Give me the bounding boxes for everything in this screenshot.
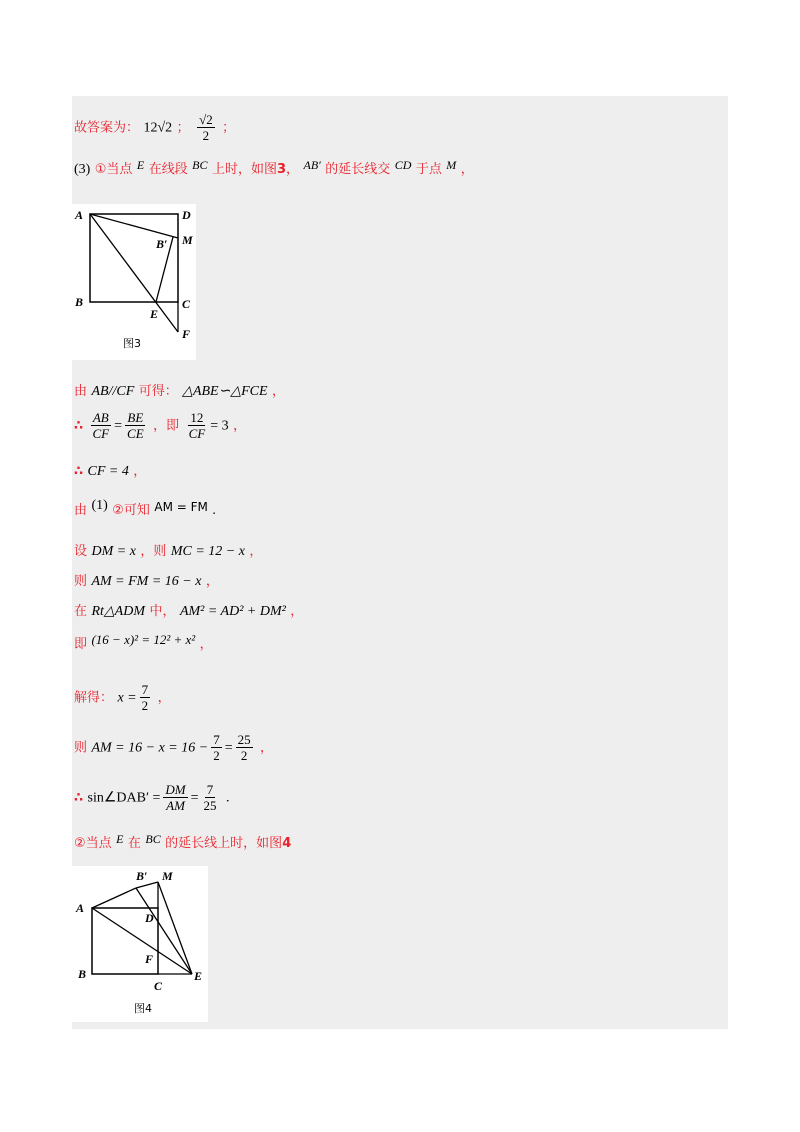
- fraction: [91, 410, 112, 441]
- math-expression: AM = 16 − x = 16 −: [91, 740, 209, 756]
- am-fm-line: [74, 498, 216, 519]
- text: 在线段: [148, 162, 188, 177]
- fraction: [163, 782, 187, 813]
- figure-4-caption: 图4: [134, 1002, 152, 1015]
- text: ，: [286, 162, 300, 177]
- text: 在: [74, 604, 88, 619]
- fraction-denominator: CF: [188, 426, 206, 441]
- label-a: A: [76, 901, 85, 915]
- pythagoras-line: [74, 600, 303, 620]
- label-c: C: [182, 297, 191, 311]
- equals: =: [224, 740, 233, 756]
- part-number: (1): [91, 498, 108, 513]
- math-point: E: [136, 158, 145, 172]
- text: ②当点: [74, 836, 112, 851]
- text: ，: [460, 162, 474, 177]
- math-expression: = 3: [210, 418, 229, 434]
- figure-3-diagram: [72, 204, 196, 360]
- fraction-denominator: 2: [202, 128, 210, 143]
- fraction: [211, 732, 222, 763]
- therefore-symbol: ∴: [74, 464, 84, 479]
- answer-value-1: 12√2: [143, 120, 173, 136]
- label-d: D: [182, 208, 191, 222]
- math-expression: AM² = AD² + DM²: [179, 604, 286, 619]
- math-expression: AM = FM: [154, 500, 208, 514]
- label-f: F: [182, 327, 191, 341]
- text: 的延长线交: [325, 162, 391, 177]
- label-m: M: [162, 869, 173, 883]
- fraction-numerator: 7: [206, 782, 214, 797]
- text: ②可知: [112, 503, 150, 518]
- text: 则: [74, 574, 88, 589]
- fraction-denominator: 2: [141, 698, 149, 713]
- math-segment: BC: [192, 158, 208, 172]
- math-expression: DM = x: [91, 544, 136, 559]
- equation-line: [74, 632, 213, 652]
- text: 设: [74, 544, 88, 559]
- case-one-heading: [74, 158, 474, 178]
- fraction: [140, 682, 151, 713]
- therefore-symbol: ∴: [74, 418, 84, 434]
- text: .: [225, 790, 230, 806]
- math-segment: CD: [394, 158, 412, 172]
- text: 即: [74, 637, 88, 652]
- figure-3: [72, 204, 196, 360]
- label-c: C: [154, 979, 163, 993]
- math-segment: AB′: [303, 158, 321, 172]
- label-m: M: [182, 233, 193, 247]
- text: 则: [74, 740, 88, 756]
- line-ae: [92, 908, 192, 974]
- fraction-denominator: 2: [213, 748, 220, 763]
- similarity-line: [74, 380, 285, 400]
- text: ，: [249, 544, 263, 559]
- line-me: [158, 882, 192, 974]
- line-af: [90, 214, 178, 332]
- line-am: [90, 214, 178, 238]
- fraction-numerator: DM: [165, 782, 186, 797]
- text: 由: [74, 503, 88, 518]
- text: ，: [133, 464, 147, 479]
- fraction-numerator: 7: [141, 682, 149, 697]
- label-b-prime: B′: [156, 237, 168, 251]
- fraction: [236, 732, 253, 763]
- cf-value-line: [74, 460, 146, 480]
- equals: =: [190, 790, 199, 806]
- fraction: [187, 410, 208, 441]
- text: 于点: [415, 162, 442, 177]
- label-b: B: [75, 295, 84, 309]
- square-abcd: [90, 214, 178, 302]
- math-expression: △ABE∽△FCE: [182, 384, 268, 399]
- fraction-denominator: CF: [92, 426, 110, 441]
- therefore-symbol: ∴: [74, 790, 84, 806]
- math-expression: MC = 12 − x: [170, 544, 245, 559]
- text: 的延长线上时，如图: [165, 836, 283, 851]
- equals: =: [114, 418, 123, 434]
- text: 中，: [149, 604, 176, 619]
- text: ，: [260, 740, 274, 756]
- fraction: [202, 782, 219, 813]
- fraction-numerator: BE: [127, 410, 144, 425]
- text: ，则: [140, 544, 167, 559]
- fraction-numerator: 12: [190, 410, 204, 425]
- text: ，: [233, 418, 247, 434]
- answer-label: 故答案为：: [74, 120, 140, 136]
- case-two-heading: [74, 832, 291, 851]
- text: 由: [74, 384, 88, 399]
- am-value-line: [74, 732, 273, 763]
- figure-number: 3: [276, 162, 287, 177]
- label-f: F: [145, 952, 154, 966]
- fraction-numerator: AB: [92, 410, 109, 425]
- text: ，: [272, 384, 286, 399]
- figure-3-caption: 图3: [123, 337, 141, 350]
- fraction-numerator: 25: [237, 732, 251, 747]
- part-number: (3): [74, 162, 91, 177]
- text: 上时，如图: [211, 162, 277, 177]
- label-b: B: [78, 967, 87, 981]
- figure-4: [72, 866, 208, 1022]
- label-e: E: [150, 307, 159, 321]
- let-dm-line: [74, 540, 262, 560]
- math-expression: x =: [117, 690, 137, 706]
- separator: ；: [222, 120, 236, 136]
- fraction-numerator: 7: [213, 732, 220, 747]
- separator: ；: [176, 120, 190, 136]
- answer-line: [74, 112, 235, 143]
- text: 可得：: [138, 384, 178, 399]
- text: ，: [199, 637, 213, 652]
- label-e: E: [194, 969, 203, 983]
- math-expression: AM = FM = 16 − x: [91, 574, 202, 589]
- label-b-prime: B′: [136, 869, 148, 883]
- math-expression: Rt△ADM: [91, 604, 146, 619]
- fraction-denominator: AM: [166, 798, 185, 813]
- math-expression: (16 − x)² = 12² + x²: [91, 632, 196, 647]
- math-point: M: [446, 158, 457, 172]
- fraction-denominator: 2: [240, 748, 248, 763]
- sine-line: [74, 782, 229, 813]
- math-segment: BC: [145, 832, 161, 846]
- text: 在: [127, 836, 141, 851]
- figure-4-diagram: [72, 866, 208, 1022]
- am-expression-line: [74, 570, 219, 590]
- math-point: E: [116, 832, 124, 846]
- text: ，: [205, 574, 219, 589]
- text: .: [212, 503, 216, 518]
- text: ，: [290, 604, 304, 619]
- text: ，即: [153, 418, 180, 434]
- fraction-denominator: CE: [127, 426, 144, 441]
- answer-fraction: [197, 112, 215, 143]
- line-ab-prime: [92, 888, 136, 908]
- math-expression: CF = 4: [87, 464, 129, 479]
- math-expression: sin∠DAB′ =: [87, 790, 161, 806]
- text: 解得：: [74, 690, 114, 706]
- text: ①当点: [94, 162, 133, 177]
- solve-line: [74, 682, 171, 713]
- label-d: D: [145, 911, 154, 925]
- fraction: [125, 410, 146, 441]
- fraction-numerator: √2: [199, 112, 213, 127]
- math-expression: AB//CF: [91, 384, 135, 399]
- text: ，: [157, 690, 171, 706]
- figure-number: 4: [282, 836, 292, 851]
- fraction-denominator: 25: [203, 798, 217, 813]
- label-a: A: [75, 208, 84, 222]
- ratio-line: [74, 410, 246, 441]
